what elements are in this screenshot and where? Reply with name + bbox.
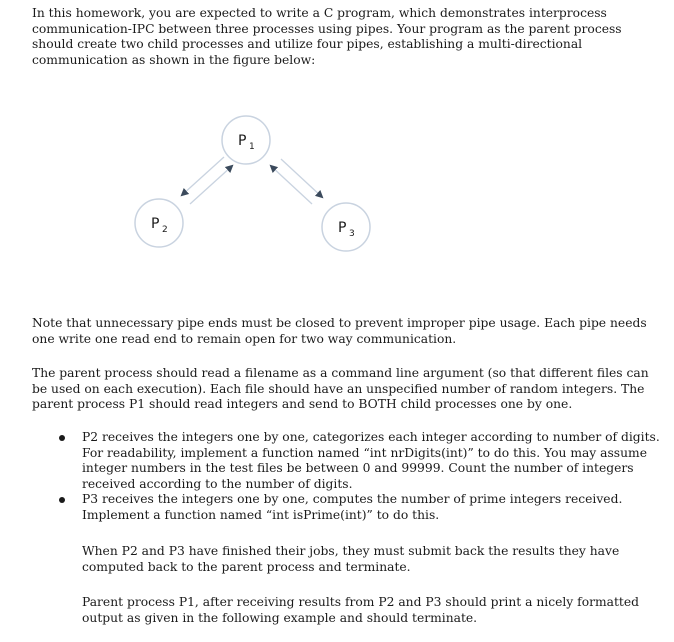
node-p1-letter: P [238, 133, 247, 149]
bullet-icon [59, 497, 65, 503]
list-item-text: P3 receives the integers one by one, computes the number of prime integers received. Implement a function named “int isPrime(int)” to do this. [82, 492, 623, 522]
pipe-p1-to-p2-arrow [182, 157, 224, 195]
pipe-p2-to-p1-arrow [190, 166, 232, 204]
node-p1-sub: 1 [249, 142, 255, 152]
node-p2-sub: 2 [162, 225, 168, 235]
parent-description-paragraph: The parent process should read a filename as a command line argument (so that different files can be used on each execution). Each file should have an unspecified number of random integers. The parent process P1 should read integers and send to BOTH child processes one by one. [32, 366, 649, 412]
pipe-p1-to-p3-arrow [281, 159, 322, 197]
node-p3-sub: 3 [349, 229, 355, 239]
final-paragraph: Parent process P1, after receiving results from P2 and P3 should print a nicely formatted output as given in the following example and should terminate. [82, 595, 640, 625]
note-paragraph: Note that unnecessary pipe ends must be closed to prevent improper pipe usage. Each pipe needs one write one read end to remain open for two way communication. [32, 316, 647, 346]
list-item [0, 492, 662, 523]
bullet-icon [59, 435, 65, 441]
list-item [0, 430, 662, 492]
requirements-list [0, 430, 674, 524]
list-item-text: P2 receives the integers one by one, categorizes each integer according to number of digits. For readability, implement a function named “int nrDigits(int)” to do this. You may assume integer numbers in the test files be between 0 and 99999. Count the number of integers received according to the number of digits. [82, 430, 660, 491]
node-p2-letter: P [151, 216, 160, 232]
pipe-diagram [120, 110, 400, 260]
node-p2 [135, 199, 183, 247]
finish-paragraph: When P2 and P3 have finished their jobs, they must submit back the results they have computed back to the parent process and terminate. [82, 544, 620, 574]
node-p3 [322, 203, 370, 251]
pipe-p3-to-p1-arrow [271, 166, 312, 204]
node-p3-letter: P [338, 220, 347, 236]
node-p1 [222, 116, 270, 164]
intro-paragraph: In this homework, you are expected to write a C program, which demonstrates interprocess communication-IPC between three processes using pipes. Your program as the parent process should create two child processes and utilize four pipes, establishing a multi-directional communication as shown in the figure below: [32, 6, 622, 67]
